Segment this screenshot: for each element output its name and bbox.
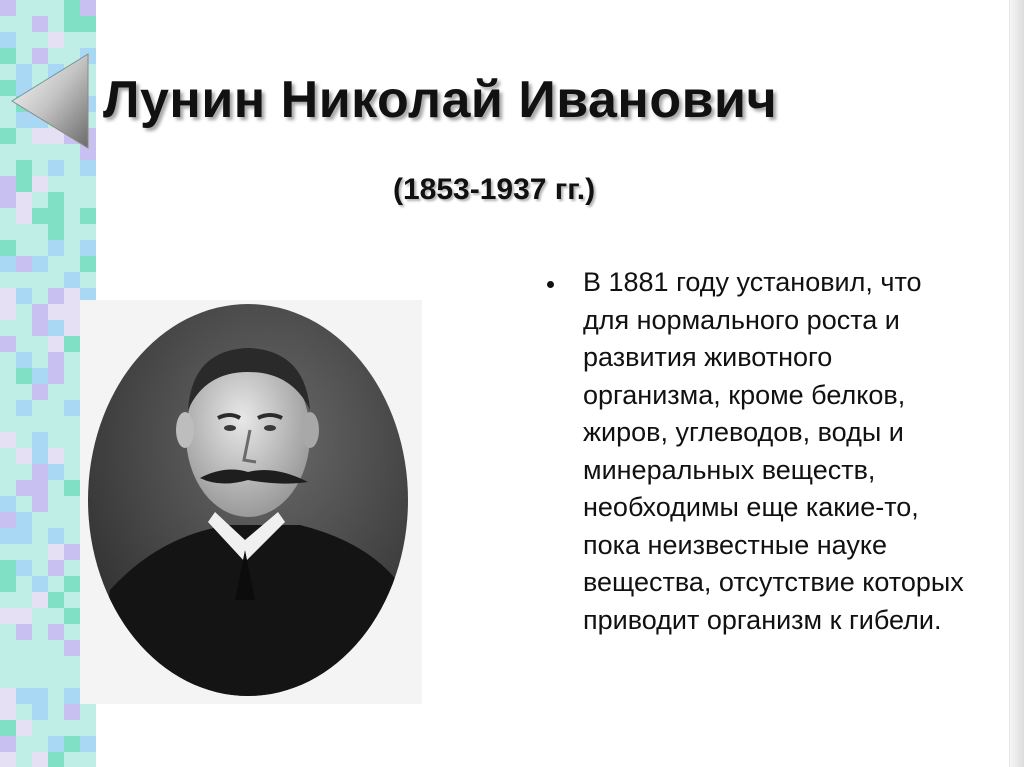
mosaic-tile [80,720,96,736]
mosaic-tile [48,336,64,352]
mosaic-tile [80,704,96,720]
mosaic-tile [32,336,48,352]
mosaic-tile [32,208,48,224]
mosaic-tile [64,544,80,560]
mosaic-tile [80,192,96,208]
mosaic-tile [16,528,32,544]
mosaic-tile [0,736,16,752]
mosaic-tile [32,16,48,32]
mosaic-tile [64,0,80,16]
mosaic-tile [0,192,16,208]
mosaic-tile [0,672,16,688]
mosaic-tile [16,336,32,352]
mosaic-tile [64,656,80,672]
mosaic-tile [64,224,80,240]
mosaic-tile [0,432,16,448]
mosaic-tile [48,560,64,576]
mosaic-tile [0,752,16,767]
mosaic-tile [0,352,16,368]
mosaic-tile [48,160,64,176]
mosaic-tile [32,240,48,256]
mosaic-tile [32,640,48,656]
mosaic-tile [0,0,16,16]
mosaic-tile [0,448,16,464]
mosaic-tile [48,528,64,544]
mosaic-tile [16,560,32,576]
mosaic-tile [16,624,32,640]
mosaic-tile [0,720,16,736]
mosaic-tile [48,256,64,272]
mosaic-tile [32,624,48,640]
mosaic-tile [32,288,48,304]
mosaic-tile [0,288,16,304]
mosaic-tile [32,400,48,416]
mosaic-tile [32,304,48,320]
mosaic-tile [64,560,80,576]
mosaic-tile [48,688,64,704]
mosaic-tile [48,752,64,767]
mosaic-tile [80,208,96,224]
mosaic-tile [0,496,16,512]
mosaic-tile [64,480,80,496]
mosaic-tile [48,544,64,560]
mosaic-tile [16,688,32,704]
mosaic-tile [64,208,80,224]
mosaic-tile [80,240,96,256]
mosaic-tile [80,32,96,48]
mosaic-tile [0,416,16,432]
mosaic-tile [0,640,16,656]
mosaic-tile [64,496,80,512]
life-years: (1853-1937 гг.) [393,173,596,206]
mosaic-tile [48,624,64,640]
mosaic-tile [48,480,64,496]
mosaic-tile [48,304,64,320]
mosaic-tile [16,288,32,304]
mosaic-tile [48,384,64,400]
mosaic-tile [64,240,80,256]
mosaic-tile [64,400,80,416]
mosaic-tile [80,224,96,240]
mosaic-tile [32,672,48,688]
mosaic-tile [64,640,80,656]
mosaic-tile [80,16,96,32]
mosaic-tile [64,720,80,736]
mosaic-tile [32,176,48,192]
mosaic-tile [16,480,32,496]
mosaic-tile [48,400,64,416]
mosaic-tile [0,368,16,384]
mosaic-tile [32,736,48,752]
mosaic-tile [16,224,32,240]
mosaic-tile [80,176,96,192]
mosaic-tile [32,688,48,704]
bullet-item [545,264,975,639]
mosaic-tile [0,240,16,256]
mosaic-tile [80,256,96,272]
mosaic-tile [0,656,16,672]
mosaic-tile [32,752,48,767]
mosaic-tile [0,176,16,192]
mosaic-tile [0,560,16,576]
mosaic-tile [48,432,64,448]
mosaic-tile [16,272,32,288]
mosaic-tile [32,0,48,16]
mosaic-tile [16,192,32,208]
mosaic-tile [16,464,32,480]
mosaic-tile [0,592,16,608]
mosaic-tile [32,608,48,624]
mosaic-tile [48,672,64,688]
mosaic-tile [16,640,32,656]
mosaic-tile [0,464,16,480]
mosaic-tile [0,320,16,336]
mosaic-tile [64,352,80,368]
mosaic-tile [48,16,64,32]
mosaic-tile [16,320,32,336]
mosaic-tile [48,0,64,16]
mosaic-tile [32,592,48,608]
mosaic-tile [16,16,32,32]
mosaic-tile [0,688,16,704]
mosaic-tile [16,400,32,416]
mosaic-tile [64,176,80,192]
mosaic-tile [0,528,16,544]
mosaic-tile [64,320,80,336]
mosaic-tile [64,608,80,624]
mosaic-tile [16,0,32,16]
mosaic-tile [16,256,32,272]
mosaic-tile [16,368,32,384]
mosaic-tile [48,448,64,464]
mosaic-tile [80,736,96,752]
mosaic-tile [32,480,48,496]
mosaic-tile [16,176,32,192]
mosaic-tile [48,240,64,256]
mosaic-tile [0,576,16,592]
mosaic-tile [32,160,48,176]
bullet-list [545,264,975,639]
mosaic-tile [48,576,64,592]
mosaic-tile [0,608,16,624]
mosaic-tile [16,160,32,176]
mosaic-tile [32,272,48,288]
mosaic-tile [64,432,80,448]
mosaic-tile [0,208,16,224]
mosaic-tile [0,400,16,416]
mosaic-tile [48,208,64,224]
mosaic-tile [64,464,80,480]
mosaic-tile [16,352,32,368]
page-edge-shadow [1009,0,1024,767]
mosaic-tile [16,208,32,224]
triangle-left-icon[interactable] [10,52,94,150]
mosaic-tile [32,432,48,448]
mosaic-tile [48,32,64,48]
mosaic-tile [32,368,48,384]
mosaic-tile [64,448,80,464]
mosaic-tile [64,624,80,640]
mosaic-tile [64,256,80,272]
mosaic-tile [16,240,32,256]
mosaic-tile [0,512,16,528]
mosaic-tile [16,592,32,608]
mosaic-tile [64,272,80,288]
mosaic-tile [48,288,64,304]
mosaic-tile [48,592,64,608]
mosaic-tile [64,304,80,320]
mosaic-tile [16,384,32,400]
mosaic-tile [48,192,64,208]
mosaic-tile [16,576,32,592]
mosaic-tile [16,608,32,624]
mosaic-tile [16,496,32,512]
mosaic-tile [32,416,48,432]
mosaic-tile [16,544,32,560]
mosaic-tile [0,304,16,320]
mosaic-tile [32,448,48,464]
mosaic-tile [32,320,48,336]
mosaic-tile [48,416,64,432]
mosaic-tile [80,160,96,176]
mosaic-tile [80,752,96,767]
mosaic-tile [16,656,32,672]
mosaic-tile [0,336,16,352]
mosaic-tile [32,464,48,480]
mosaic-tile [48,464,64,480]
mosaic-tile [16,736,32,752]
mosaic-tile [64,512,80,528]
mosaic-tile [16,752,32,767]
mosaic-tile [0,16,16,32]
mosaic-tile [32,544,48,560]
mosaic-tile [48,176,64,192]
mosaic-tile [64,192,80,208]
mosaic-tile [64,368,80,384]
mosaic-tile [32,576,48,592]
mosaic-tile [64,288,80,304]
mosaic-tile [0,544,16,560]
mosaic-tile [48,320,64,336]
mosaic-tile [64,704,80,720]
mosaic-tile [64,16,80,32]
mosaic-tile [16,32,32,48]
mosaic-tile [48,368,64,384]
mosaic-tile [48,656,64,672]
mosaic-tile [48,352,64,368]
mosaic-tile [0,256,16,272]
mosaic-tile [64,752,80,767]
mosaic-tile [48,640,64,656]
mosaic-tile [48,720,64,736]
mosaic-tile [16,416,32,432]
mosaic-tile [32,704,48,720]
mosaic-tile [16,432,32,448]
mosaic-tile [0,272,16,288]
slide-title: Лунин Николай Иванович [103,71,778,129]
mosaic-tile [32,512,48,528]
mosaic-tile [32,528,48,544]
bullet-dot-icon [547,281,554,288]
mosaic-tile [16,704,32,720]
mosaic-tile [0,224,16,240]
mosaic-tile [32,560,48,576]
mosaic-tile [64,528,80,544]
mosaic-tile [32,352,48,368]
portrait-photo [80,300,422,704]
mosaic-tile [32,656,48,672]
mosaic-tile [32,192,48,208]
mosaic-tile [64,160,80,176]
mosaic-tile [0,480,16,496]
mosaic-tile [32,496,48,512]
mosaic-tile [64,688,80,704]
mosaic-tile [48,272,64,288]
mosaic-tile [80,272,96,288]
mosaic-tile [64,576,80,592]
mosaic-tile [32,720,48,736]
mosaic-tile [16,672,32,688]
mosaic-tile [80,0,96,16]
mosaic-tile [16,512,32,528]
bullet-text: В 1881 году установил, что для нормального роста и развития животного организма, кроме белков, жиров, углеводов, воды и минеральных веществ, необходимы еще какие-то, пока неизвестные науке вещества, отсутствие которых приводит организм к гибели. [583,267,964,635]
mosaic-tile [48,608,64,624]
mosaic-tile [32,256,48,272]
mosaic-tile [64,672,80,688]
mosaic-tile [64,32,80,48]
mosaic-tile [64,384,80,400]
mosaic-tile [16,448,32,464]
mosaic-tile [48,224,64,240]
mosaic-tile [0,160,16,176]
mosaic-tile [32,384,48,400]
mosaic-tile [64,736,80,752]
mosaic-tile [0,32,16,48]
mosaic-tile [32,32,48,48]
mosaic-tile [64,416,80,432]
mosaic-tile [64,336,80,352]
mosaic-tile [48,736,64,752]
mosaic-tile [16,304,32,320]
mosaic-tile [48,704,64,720]
mosaic-tile [32,224,48,240]
mosaic-tile [0,624,16,640]
mosaic-tile [48,512,64,528]
mosaic-tile [0,384,16,400]
mosaic-tile [48,496,64,512]
mosaic-tile [64,592,80,608]
mosaic-tile [0,704,16,720]
mosaic-tile [16,720,32,736]
